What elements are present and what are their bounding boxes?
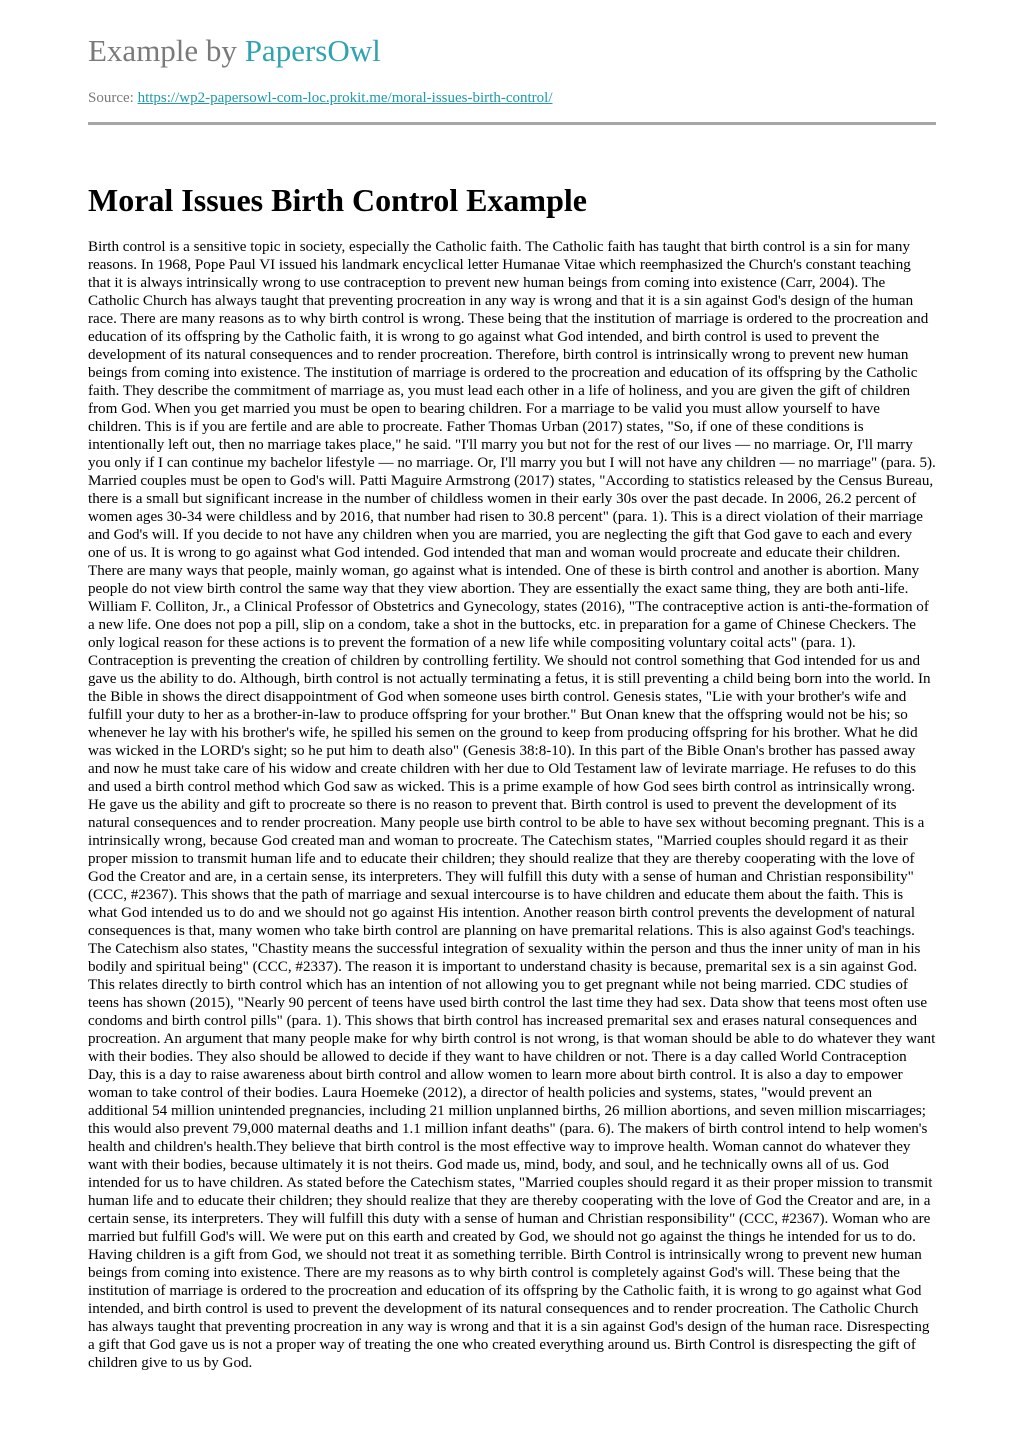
brand-prefix: Example by <box>88 33 245 68</box>
brand-name: PapersOwl <box>244 33 381 68</box>
article-body: Birth control is a sensitive topic in society, especially the Catholic faith. The Catholic faith has taught that birth control is a sin for many reasons. In 1968, Pope Paul VI issued his landmark encyclical letter Humanae Vitae which reemphasized the Church's constant teaching that it is always intrinsically wrong to use contraception to prevent new human beings from coming into existence (Carr, 2004). The Catholic Church has always taught that preventing procreation in any way is wrong and that it is a sin against God's design of the human race. There are many reasons as to why birth control is wrong. These being that the institution of marriage is ordered to the procreation and education of its offspring by the Catholic faith, it is wrong to go against what God intended, and birth control is used to prevent the development of its natural consequences and to render procreation. Therefore, birth control is intrinsically wrong to prevent new human beings from coming into existence. The institution of marriage is ordered to the procreation and education of its offspring by the Catholic faith. They describe the commitment of marriage as, you must lead each other in a life of holiness, and you are given the gift of children from God. When you get married you must be open to bearing children. For a marriage to be valid you must allow yourself to have children. This is if you are fertile and are able to procreate. Father Thomas Urban (2017) states, "So, if one of these conditions is intentionally left out, then no marriage takes place," he said. "I'll marry you but not for the rest of our lives — no marriage. Or, I'll marry you only if I can continue my bachelor lifestyle — no marriage. Or, I'll marry you but I will not have any children — no marriage" (para. 5). Married couples must be open to God's will. Patti Maguire Armstrong (2017) states, "According to statistics released by the Census Bureau, there is a small but significant increase in the number of childless women in their early 30s over the past decade. In 2006, 26.2 percent of women ages 30-34 were childless and by 2016, that number had risen to 30.8 percent" (para. 1). This is a direct violation of their marriage and God's will. If you decide to not have any children when you are married, you are neglecting the gift that God gave to each and every one of us. It is wrong to go against what God intended. God intended that man and woman would procreate and educate their children. There are many ways that people, mainly woman, go against what is intended. One of these is birth control and another is abortion. Many people do not view birth control the same way that they view abortion. They are essentially the exact same thing, they are both anti-life. William F. Colliton, Jr., a Clinical Professor of Obstetrics and Gynecology, states (2016), "The contraceptive action is anti-the-formation of a new life. One does not pop a pill, slip on a condom, take a shot in the buttocks, etc. in preparation for a game of Chinese Checkers. The only logical reason for these actions is to prevent the formation of a new life while compositing voluntary coital acts" (para. 1). Contraception is preventing the creation of children by controlling fertility. We should not control something that God intended for us and gave us the ability to do. Although, birth control is not actually terminating a fetus, it is still preventing a child being born into the world. In the Bible in shows the direct disappointment of God when someone uses birth control. Genesis states, "Lie with your brother's wife and fulfill your duty to her as a brother-in-law to produce offspring for your brother." But Onan knew that the offspring would not be his; so whenever he lay with his brother's wife, he spilled his semen on the ground to keep from producing offspring for his brother. What he did was wicked in the LORD's sight; so he put him to death also" (Genesis 38:8-10). In this part of the Bible Onan's brother has passed away and now he must take care of his widow and create children with her due to Old Testament law of levirate marriage. He refuses to do this and used a birth control method which God saw as wicked. This is a prime example of how God sees birth control as intrinsically wrong. He gave us the ability and gift to procreate so there is no reason to prevent that. Birth control is used to prevent the development of its natural consequences and to render procreation. Many people use birth control to be able to have sex without becoming pregnant. This is a intrinsically wrong, because God created man and woman to procreate. The Catechism states, "Married couples should regard it as their proper mission to transmit human life and to educate their children; they should realize that they are thereby cooperating with the love of God the Creator and are, in a certain sense, its interpreters. They will fulfill this duty with a sense of human and Christian responsibility" (CCC, #2367). This shows that the path of marriage and sexual intercourse is to have children and educate them about the faith. This is what God intended us to do and we should not go against His intention. Another reason birth control prevents the development of natural consequences is that, many women who take birth control are planning on have premarital relations. This is also against God's teachings. The Catechism also states, "Chastity means the successful integration of sexuality within the person and thus the inner unity of man in his bodily and spiritual being" (CCC, #2337). The reason it is important to understand chasity is because, premarital sex is a sin against God. This relates directly to birth control which has an intention of not allowing you to get pregnant while not being married. CDC studies of teens has shown (2015), "Nearly 90 percent of teens have used birth control the last time they had sex. Data show that teens most often use condoms and birth control pills" (para. 1). This shows that birth control has increased premarital sex and erases natural consequences and procreation. An argument that many people make for why birth control is not wrong, is that woman should be able to do whatever they want with their bodies. They also should be allowed to decide if they want to have children or not. There is a day called World Contraception Day, this is a day to raise awareness about birth control and allow women to learn more about birth control. It is also a day to empower woman to take control of their bodies. Laura Hoemeke (2012), a director of health policies and systems, states, "would prevent an additional 54 million unintended pregnancies, including 21 million unplanned births, 26 million abortions, and seven million miscarriages; this would also prevent 79,000 maternal deaths and 1.1 million infant deaths" (para. 6). The makers of birth control intend to help women's health and children's health.They believe that birth control is the most effective way to improve health. Woman cannot do whatever they want with their bodies, because ultimately it is not theirs. God made us, mind, body, and soul, and he technically owns all of us. God intended for us to have children. As stated before the Catechism states, "Married couples should regard it as their proper mission to transmit human life and to educate their children; they should realize that they are thereby cooperating with the love of God the Creator and are, in a certain sense, its interpreters. They will fulfill this duty with a sense of human and Christian responsibility" (CCC, #2367). Woman who are married but fulfill God's will. We were put on this earth and created by God, we should not go against the things he intended for us to do. Having children is a gift from God, we should not treat it as something terrible. Birth Control is intrinsically wrong to prevent new human beings from coming into existence. There are my reasons as to why birth control is completely against God's will. These being that the institution of marriage is ordered to the procreation and education of its offspring by the Catholic faith, it is wrong to go against what God intended, and birth control is used to prevent the development of its natural consequences and to render procreation. The Catholic Church has always taught that preventing procreation in any way is wrong and that it is a sin against God's design of the human race. Disrespecting a gift that God gave us is not a proper way of treating the one who created everything around us. Birth Control is disrespecting the gift of children give to us by God. <box>88 239 936 1371</box>
page-title: Moral Issues Birth Control Example <box>88 182 587 218</box>
brand-header <box>88 31 381 71</box>
header-divider <box>88 122 936 125</box>
source-link[interactable]: https://wp2-papersowl-com-loc.prokit.me/moral-issues-birth-control/ <box>137 90 553 106</box>
source-label: Source: <box>88 90 138 106</box>
source-line <box>88 88 553 108</box>
